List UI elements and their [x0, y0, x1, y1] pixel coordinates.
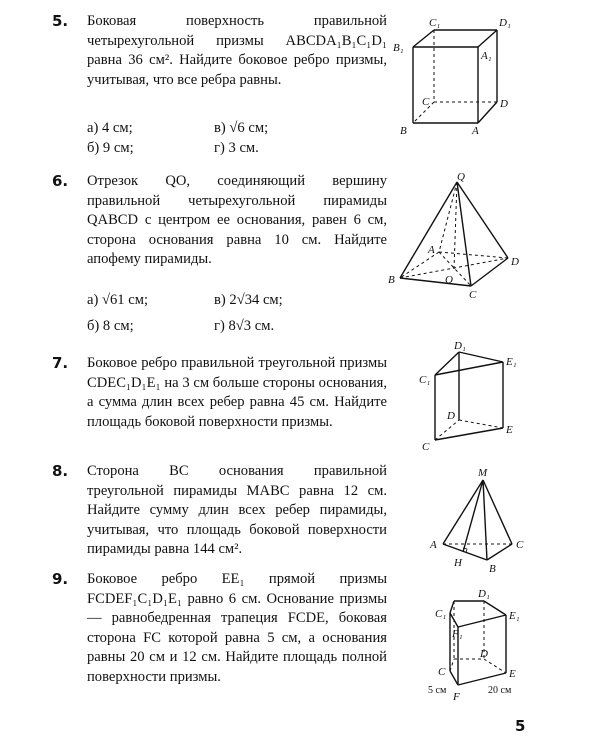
- vertex-label: A: [428, 244, 435, 256]
- edge: [478, 102, 497, 123]
- page-number: 5: [515, 717, 526, 735]
- edge: [457, 182, 471, 286]
- vertex-label: B: [400, 125, 407, 137]
- problem-5: [52, 12, 387, 90]
- vertex-label: D: [511, 256, 519, 268]
- answer-option: в) √6 см;: [214, 120, 269, 136]
- vertex-label: B: [388, 274, 395, 286]
- edge: [484, 601, 506, 615]
- problem-number: 8.: [52, 462, 69, 480]
- problem-text: Отрезок QO, соединяющий вершину правильной четырехугольной пирамиды QABCD с центром ее основания, равен 6 см, сторона основания равна 10 см. Найдите апофему пирамиды.: [87, 173, 387, 268]
- problem-text: Боковое ребро правильной треугольной призмы CDEC₁D₁E₁ на 3 см больше стороны основания, а сумма длин всех ребер равна 45 см. Найдите площадь боковой поверхности призмы.: [87, 355, 387, 430]
- edge: [478, 30, 497, 47]
- pyramid-figure-6: [385, 170, 530, 305]
- vertex-label: C₁: [419, 374, 431, 386]
- problem-number: 5.: [52, 12, 69, 30]
- answer-option: а) √61 см;: [87, 292, 149, 308]
- height: [454, 182, 457, 269]
- vertex-label: D₁: [478, 588, 490, 600]
- prism-figure-7: [412, 340, 532, 460]
- edge: [483, 480, 512, 544]
- edge: [457, 182, 508, 258]
- vertex-label: F: [453, 691, 460, 703]
- problem-7: [52, 354, 387, 432]
- answer-option: а) 4 см;: [87, 120, 133, 136]
- vertex-label: D₁: [499, 17, 511, 29]
- edge: [471, 258, 508, 286]
- vertex-label: A: [430, 539, 437, 551]
- edge: [413, 30, 434, 47]
- edge: [483, 480, 487, 560]
- vertex-label: C₁: [429, 17, 441, 29]
- vertex-label: Q: [457, 171, 465, 183]
- problem-9: [52, 570, 387, 688]
- measure-label: 20 см: [488, 685, 512, 696]
- prism-figure-9: [418, 585, 528, 710]
- vertex-label: A: [472, 125, 479, 137]
- vertex-label: E: [509, 668, 516, 680]
- answer-option: г) 8√3 см.: [214, 318, 275, 334]
- edge: [450, 671, 458, 685]
- problem-text: Сторона BC основания правильной треугольной пирамиды MABC равна 12 см. Найдите сумму длин всех ребер пирамиды, учитывая, что площадь боковой поверхности пирамиды равна 144 см².: [87, 463, 387, 558]
- vertex-label: C: [422, 441, 430, 453]
- vertex-label: B: [489, 563, 496, 575]
- problem-text: Боковое ребро EE₁ прямой призмы FCDEF₁C₁D₁E₁ равно 6 см. Основание призмы — равнобедренная трапеция FCDE, боковая сторона FC которой равна 5 см, а основания равны 20 см и 12 см. Найдите площадь полной поверхности призмы.: [87, 571, 387, 685]
- answer-option: в) 2√34 см;: [214, 292, 283, 308]
- answer-option: б) 8 см;: [87, 318, 134, 334]
- problem-6: [52, 172, 387, 270]
- vertex-label: M: [478, 467, 488, 479]
- problem-number: 6.: [52, 172, 69, 190]
- pyramid-figure-8: [425, 462, 535, 577]
- vertex-label: D: [447, 410, 455, 422]
- prism-figure-5: [385, 10, 525, 140]
- problem-8: [52, 462, 387, 560]
- vertex-label: E: [506, 424, 513, 436]
- apothem: [463, 480, 483, 552]
- hidden-edge: [439, 182, 457, 252]
- vertex-label: C: [469, 289, 477, 301]
- edge: [458, 673, 506, 685]
- problem-number: 7.: [52, 354, 69, 372]
- edge: [435, 428, 503, 440]
- edge: [435, 362, 503, 375]
- vertex-label: B₁: [393, 42, 404, 54]
- vertex-label: C: [422, 96, 430, 108]
- vertex-label: O: [445, 274, 453, 286]
- vertex-label: D₁: [454, 340, 466, 352]
- measure-label: 5 см: [428, 685, 447, 696]
- vertex-label: H: [454, 557, 462, 569]
- vertex-label: E₁: [506, 356, 517, 368]
- vertex-label: C₁: [435, 608, 447, 620]
- hidden-edge: [439, 252, 508, 258]
- vertex-label: D: [500, 98, 508, 110]
- edge: [450, 601, 454, 613]
- answer-option: б) 9 см;: [87, 140, 134, 156]
- answer-option: г) 3 см.: [214, 140, 259, 156]
- edge: [443, 480, 483, 544]
- vertex-label: E₁: [509, 610, 520, 622]
- edge: [458, 615, 506, 627]
- vertex-label: A₁: [481, 50, 492, 62]
- vertex-label: C: [438, 666, 446, 678]
- problem-number: 9.: [52, 570, 69, 588]
- vertex-label: D: [480, 648, 488, 660]
- vertex-label: C: [516, 539, 524, 551]
- vertex-label: F₁: [452, 628, 463, 640]
- problem-text: Боковая поверхность правильной четырехугольной призмы ABCDA₁B₁C₁D₁ равна 36 см². Найдите боковое ребро призмы, учитывая, что все ребра равны.: [87, 13, 387, 88]
- hidden-edge: [439, 252, 471, 286]
- hidden-edge: [459, 420, 503, 428]
- edge: [459, 352, 503, 362]
- edge: [487, 544, 512, 560]
- hidden-edge: [484, 659, 506, 673]
- edge: [400, 182, 457, 278]
- edge: [400, 278, 471, 286]
